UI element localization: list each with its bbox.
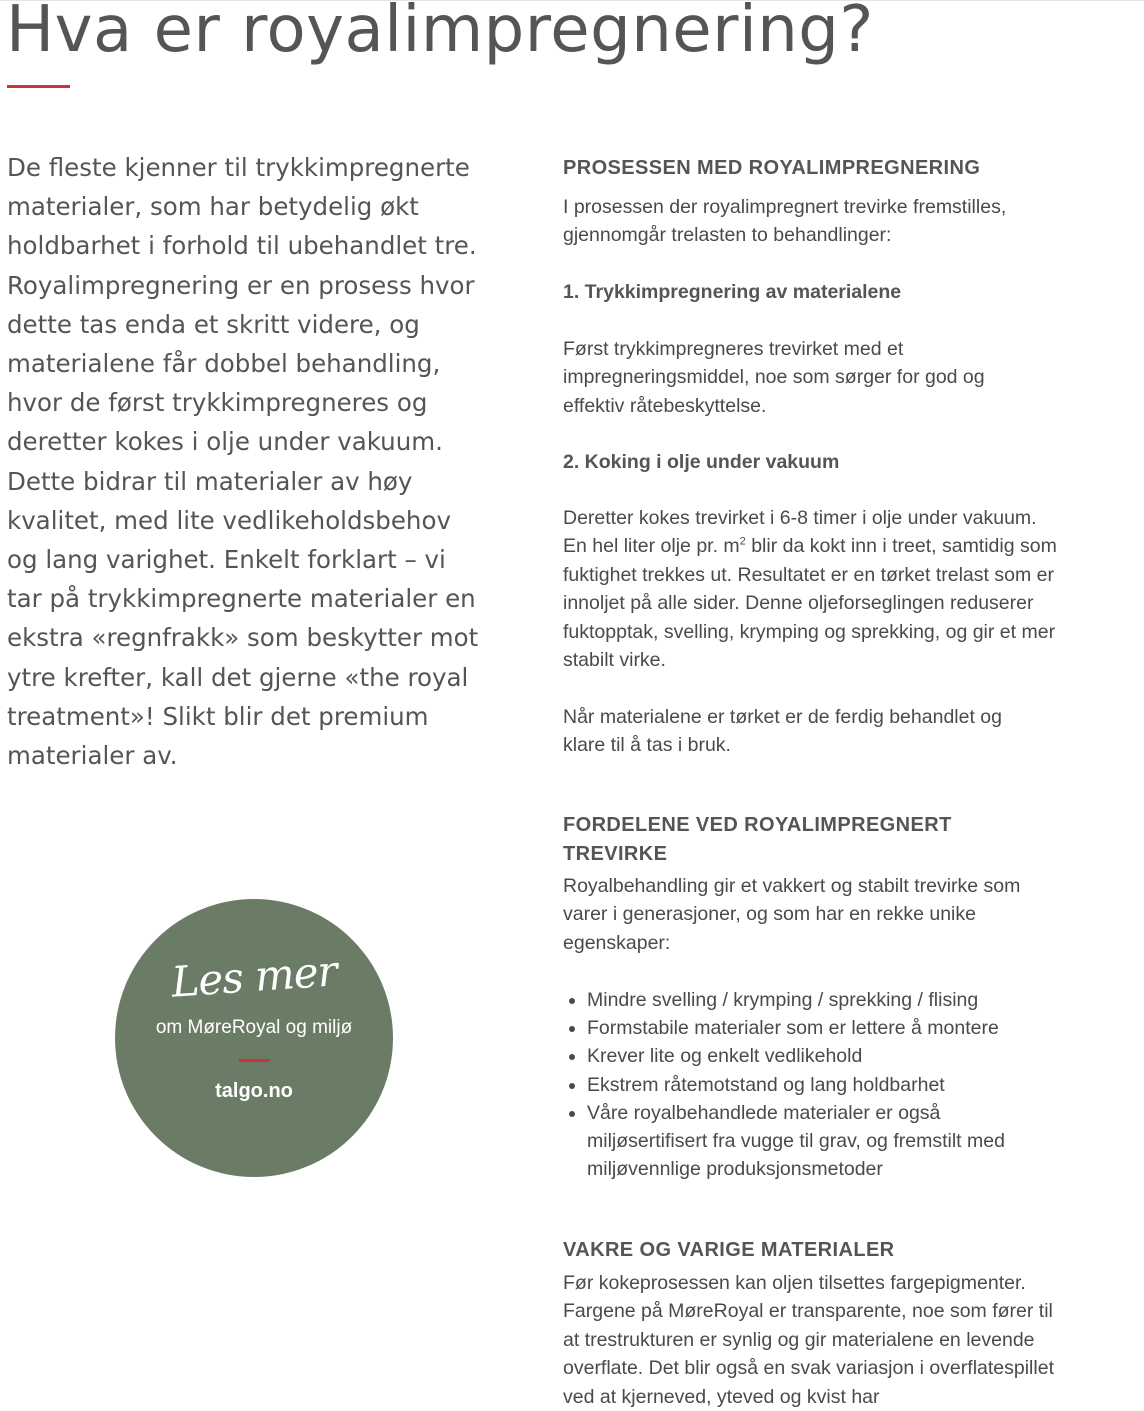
read-more-link[interactable]: talgo.no [215,1080,293,1102]
read-more-accent-rule [239,1059,270,1062]
list-item: • Formstabile materialer som er lettere å montere [587,1014,1065,1042]
process-closing: Når materialene er tørket er de ferdig behandlet og klare til å tas i bruk. [563,706,1002,757]
title-accent-rule [7,85,70,88]
step1-text: Først trykkimpregneres trevirket med et impregneringsmiddel, noe som sørger for god og effektiv råtebeskyttelse. [563,338,985,417]
intro-text: De fleste kjenner til trykkimpregnerte materialer, som har betydelig økt holdbarhet i forhold til ubehandlet tre. Royalimpregnering er en prosess hvor dette tas enda et skritt videre, og materialene får dobbel behandling, hvor de først trykkimpregneres og deretter kokes i olje under vakuum. Dette bidrar til materialer av høy kvalitet, med lite vedlikeholdsbehov og lang varighet. Enkelt forklart – vi tar på trykkimpregnerte materialer en ekstra «regnfrakk» som beskytter mot ytre krefter, kall det gjerne «the royal treatment»! Slikt blir det premium materialer av. [7,153,479,771]
step2-text [563,504,1058,674]
benefits-intro: Royalbehandling gir et vakkert og stabilt trevirke som varer i generasjoner, og som har en rekke unike egenskaper: [563,875,1021,954]
read-more-heading: Les mer [169,946,339,1007]
process-intro: I prosessen der royalimpregnert trevirke fremstilles, gjennomgår trelasten to behandlinger: [563,196,1007,247]
list-item: • Våre royalbehandlede materialer er også miljøsertifisert fra vugge til grav, og fremstilt med miljøvennlige produksjonsmetoder [587,1099,1065,1184]
process-heading: PROSESSEN MED ROYALIMPREGNERING [563,157,981,179]
step2-text-a: Deretter kokes trevirket i 6-8 timer i olje under vakuum. En hel liter olje pr. m [563,507,1037,558]
step2-text-b: blir da kokt inn i treet, samtidig som fuktighet trekkes ut. Resultatet er en tørket trelast som er innoljet på alle sider. Denne oljeforseglingen reduserer fuktopptak, svelling, krymping og sprekking, og gir et mer stabilt virke. [563,535,1057,672]
read-more-badge[interactable] [115,899,393,1177]
step2-superscript: 2 [739,535,746,548]
list-item: • Mindre svelling / krymping / sprekking / flising [587,986,1065,1014]
benefits-list [563,986,1065,1183]
step1-heading: 1. Trykkimpregnering av materialene [563,281,902,303]
page-title: Hva er royalimpregnering? [6,0,874,67]
list-item: • Ekstrem råtemotstand og lang holdbarhet [587,1071,1065,1099]
benefits-heading: FORDELENE VED ROYALIMPREGNERT TREVIRKE [563,814,952,865]
step2-heading: 2. Koking i olje under vakuum [563,451,840,473]
list-item: • Krever lite og enkelt vedlikehold [587,1042,1065,1070]
read-more-subtext: om MøreRoyal og miljø [155,1017,353,1038]
materials-text: Før kokeprosessen kan oljen tilsettes fargepigmenter. Fargene på MøreRoyal er transparente, noe som fører til at trestrukturen er synlig og gir materialene en levende overflate. Det blir også en svak variasjon i overflatespillet ved at kjerneved, yteved og kvist har [563,1272,1054,1408]
materials-heading: VAKRE OG VARIGE MATERIALER [563,1239,895,1261]
